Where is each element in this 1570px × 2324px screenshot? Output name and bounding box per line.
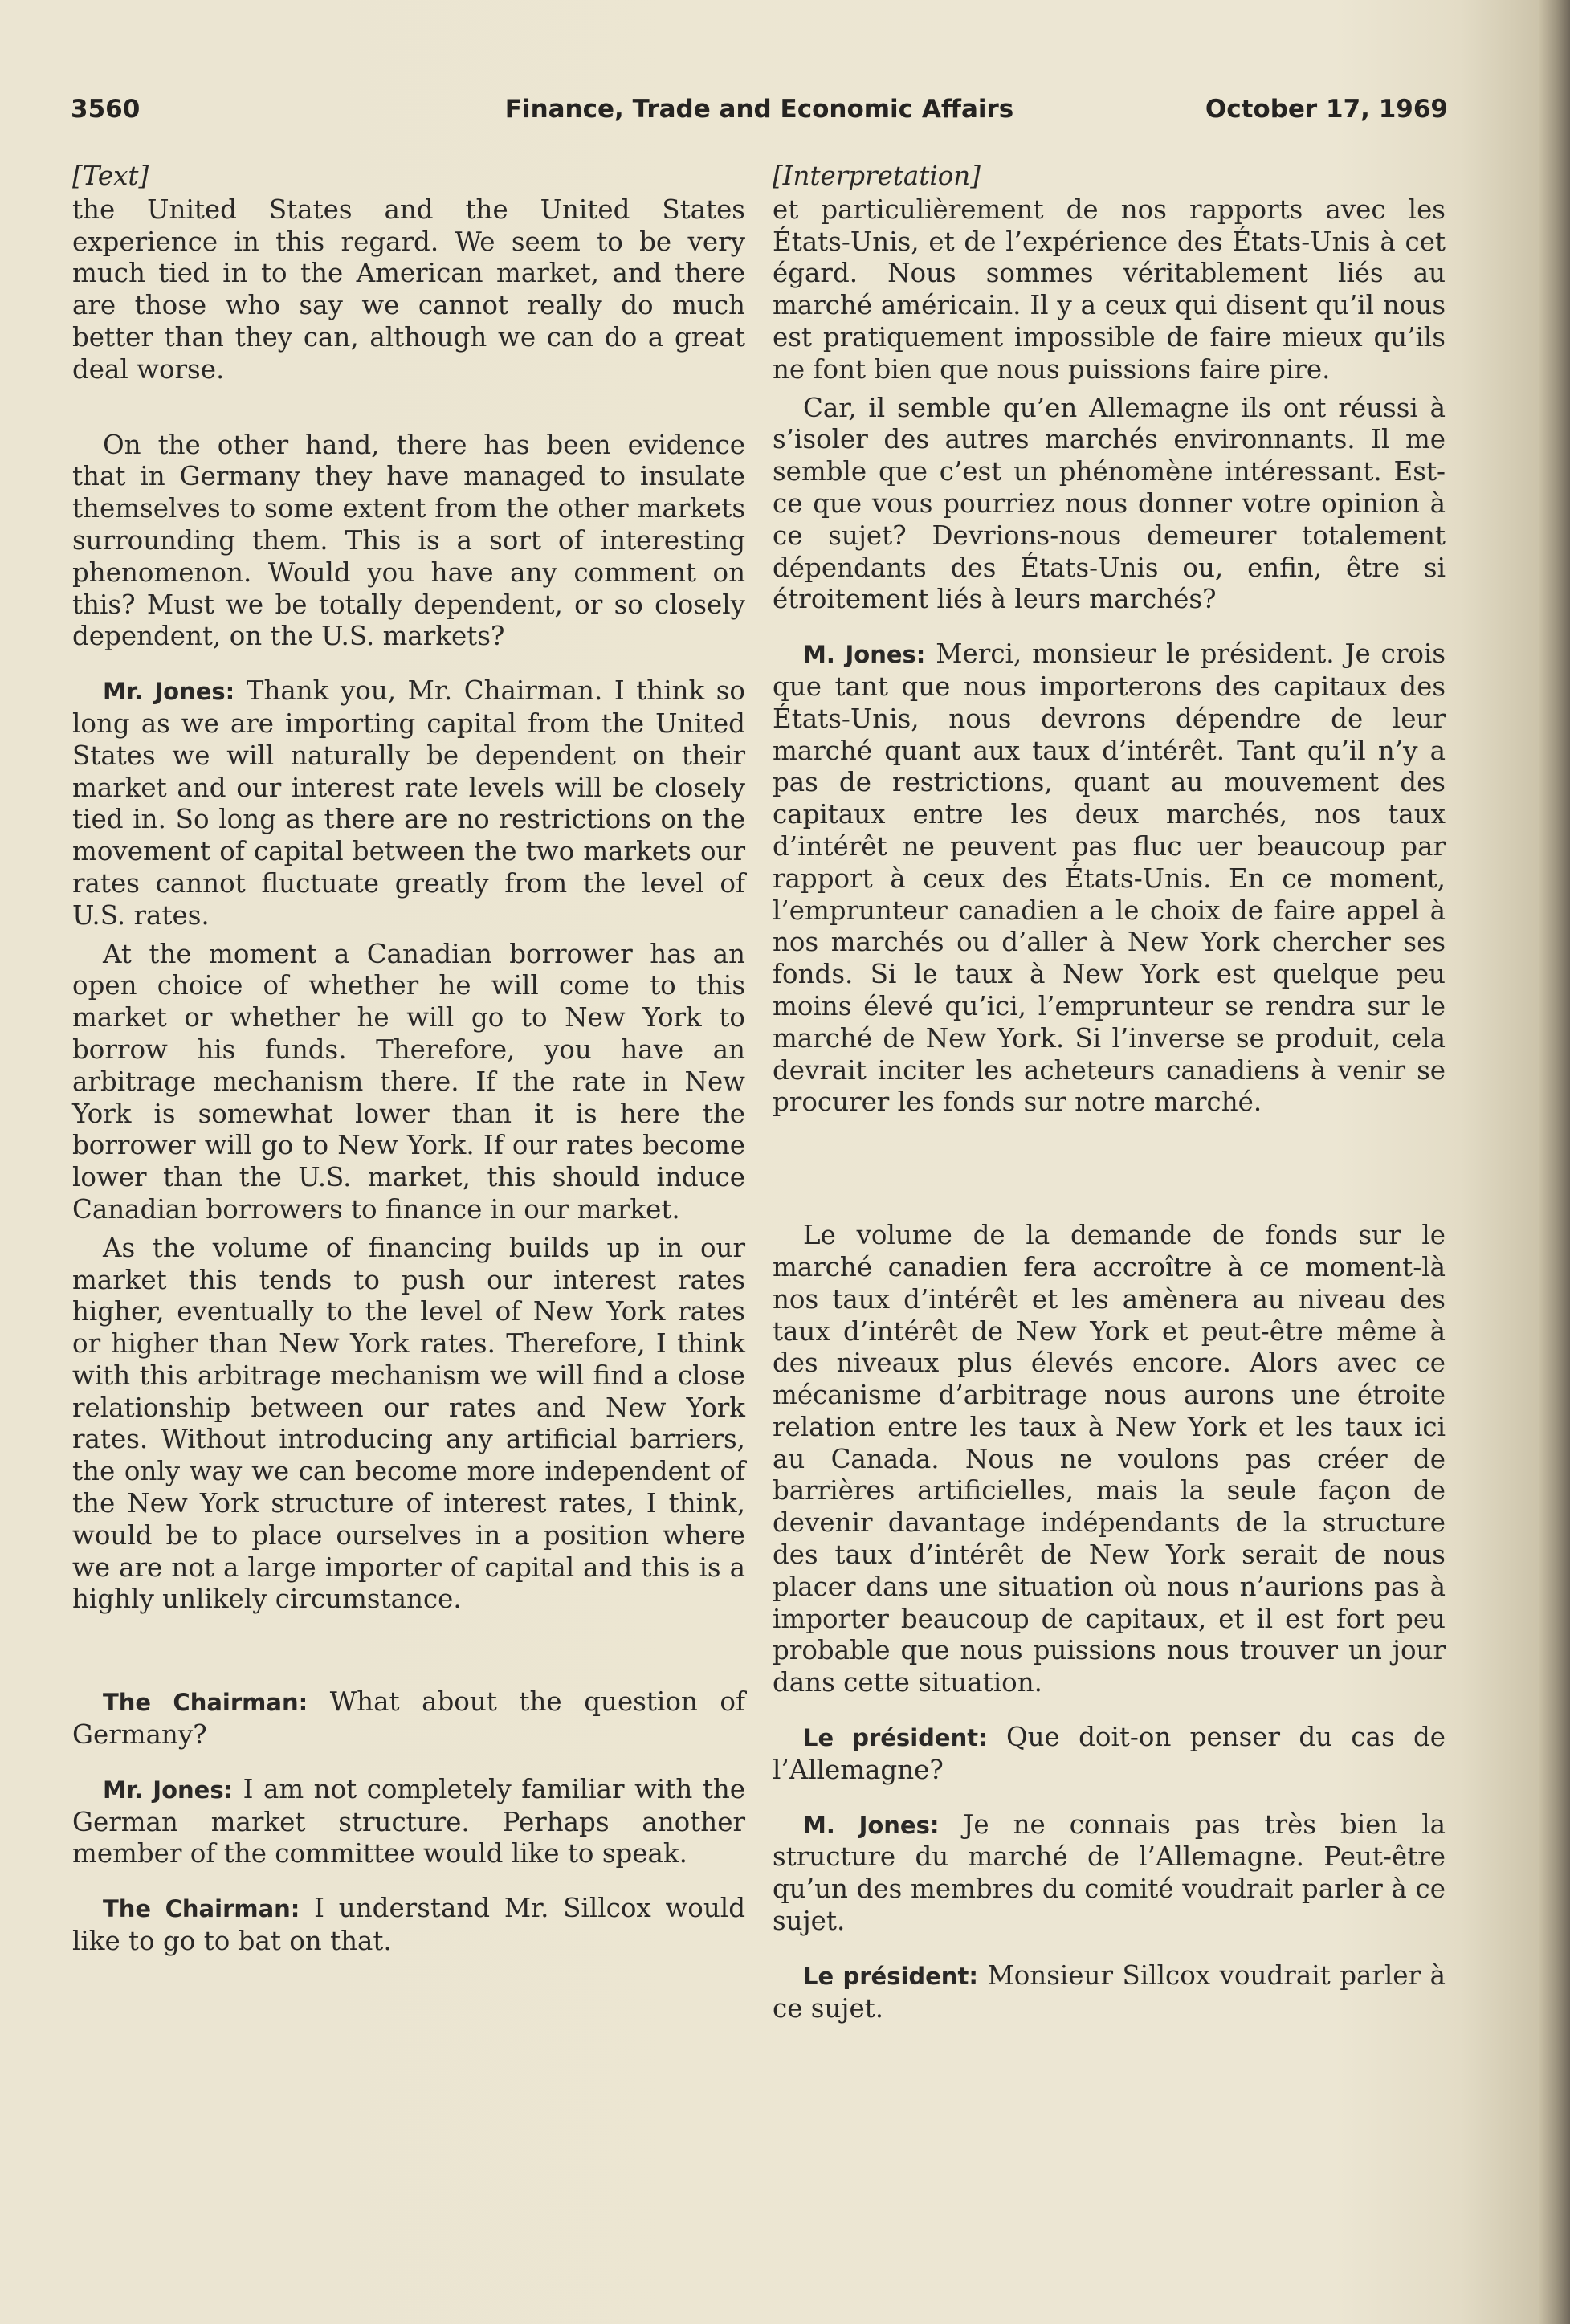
column-label-interpretation: [Interpretation]	[773, 161, 981, 191]
speaker-name: Mr. Jones:	[103, 678, 235, 706]
speaker-name: Le président:	[803, 1724, 988, 1752]
speaker-name: Mr. Jones:	[103, 1776, 234, 1804]
speech-text: Je ne connais pas très bien la structure du marché de l’Allemagne. Peut-être qu’un des membres du comité voudrait parler à ce sujet.	[773, 1808, 1446, 1937]
speech-text: Monsieur Sillcox voudrait parler à ce sujet.	[773, 1959, 1446, 2024]
paragraph: the United States and the United States experience in this regard. We seem to be very much tied in to the American market, and there are those who say we cannot really do much better than they can, although we can do a great deal worse.	[72, 194, 745, 385]
speech-text: I am not completely familiar with the German market structure. Perhaps another member of the committee would like to speak.	[72, 1773, 745, 1869]
speaker-name: The Chairman:	[103, 1895, 300, 1923]
english-column	[72, 161, 745, 1964]
running-title: Finance, Trade and Economic Affairs	[504, 95, 1014, 124]
paragraph: Le volume de la demande de fonds sur le marché canadien fera accroître à ce moment-là nos taux d’intérêt et les amènera au niveau des taux d’intérêt de New York et peut-être même à des niveaux plus élevés encore. Alors avec ce mécanisme d’arbitrage nous aurons une étroite relation entre les taux à New York et les taux ici au Canada. Nous ne voulons pas créer de barrières artificielles, mais la seule façon de devenir davantage indépendants de la structure des taux d’intérêt de New York serait de nous placer dans une situation où nous n’aurions pas à importer beaucoup de capitaux, et il est fort peu probable que nous puissions nous trouver un jour dans cette situation.	[773, 1220, 1446, 1698]
speaker-name: M. Jones:	[803, 641, 926, 669]
paragraph: As the volume of financing builds up in our market this tends to push our interest rates higher, eventually to the level of New York rates or higher than New York rates. Therefore, I think with this arbitrage mechanism we will find a close relationship between our rates and New York rates. Without introducing any artificial barriers, the only way we can become more independent of the New York structure of interest rates, I think, would be to place ourselves in a position where we are not a large importer of capital and this is a highly unlikely circumstance.	[72, 1232, 745, 1615]
paragraph	[773, 1722, 1446, 1787]
paragraph	[773, 638, 1446, 1119]
speech-text: Merci, monsieur le président. Je crois que tant que nous importerons des capitaux des États-Unis, nous devrons dépendre de leur marché quant aux taux d’intérêt. Tant qu’il n’y a pas de restrictions, quant au mouvement des capitaux entre les deux marchés, nos taux d’intérêt ne peuvent pas fluc uer beaucoup par rapport à ceux des États-Unis. En ce moment, l’emprunteur canadien a le choix de faire appel à nos marchés ou d’aller à New York chercher ses fonds. Si le taux à New York est quelque peu moins élevé qu’ici, l’emprunteur se rendra sur le marché de New York. Si l’inverse se produit, cela devrait inciter les acheteurs canadiens à venir se procurer les fonds sur notre marché.	[773, 638, 1446, 1118]
speech-text: I understand Mr. Sillcox would like to go to bat on that.	[72, 1893, 745, 1957]
paragraph: At the moment a Canadian borrower has an open choice of whether he will come to this market or whether he will go to New York to borrow his funds. Therefore, you have an arbitrage mechanism there. If the rate in New York is somewhat lower than it is here the borrower will go to New York. If our rates become lower than the U.S. market, this should induce Canadian borrowers to finance in our market.	[72, 938, 745, 1225]
speaker-name: The Chairman:	[103, 1689, 308, 1717]
book-spine-shadow	[1539, 0, 1570, 2324]
paragraph: et particulièrement de nos rapports avec les États-Unis, et de l’expérience des États-Unis à cet égard. Nous sommes véritablement liés au marché américain. Il y a ceux qui disent qu’il nous est pratiquement impossible de faire mieux qu’ils ne font bien que nous puissions faire pire.	[773, 194, 1446, 385]
speaker-name: M. Jones:	[803, 1811, 940, 1839]
paragraph	[72, 1893, 745, 1958]
paragraph	[72, 1774, 745, 1870]
speech-text: Que doit-on penser du cas de l’Allemagne?	[773, 1722, 1446, 1785]
page-header	[71, 95, 1448, 135]
paragraph: On the other hand, there has been evidence that in Germany they have managed to insulate themselves to some extent from the other markets surrounding them. This is a sort of interesting phenomenon. Would you have any comment on this? Must we be totally dependent, or so closely dependent, on the U.S. markets?	[72, 429, 745, 652]
paragraph	[72, 675, 745, 932]
paragraph	[72, 1686, 745, 1751]
column-label-text: [Text]	[72, 161, 149, 191]
page-number: 3560	[71, 95, 141, 124]
paragraph	[773, 1809, 1446, 1938]
speech-text: What about the question of Germany?	[72, 1686, 745, 1751]
paragraph	[773, 1960, 1446, 2025]
speaker-name: Le président:	[803, 1962, 978, 1990]
header-date: October 17, 1969	[1205, 95, 1448, 124]
french-column	[773, 161, 1446, 2031]
speech-text: Thank you, Mr. Chairman. I think so long as we are importing capital from the United States we will naturally be dependent on their market and our interest rate levels will be closely tied in. So long as there are no restrictions on the movement of capital between the two markets our rates cannot fluctuate greatly from the level of U.S. rates.	[72, 675, 745, 931]
paragraph: Car, il semble qu’en Allemagne ils ont réussi à s’isoler des autres marchés environnants. Il me semble que c’est un phénomène intéressant. Est-ce que vous pourriez nous donner votre opinion à ce sujet? Devrions-nous demeurer totalement dépendants des États-Unis ou, enfin, être si étroitement liés à leurs marchés?	[773, 392, 1446, 615]
